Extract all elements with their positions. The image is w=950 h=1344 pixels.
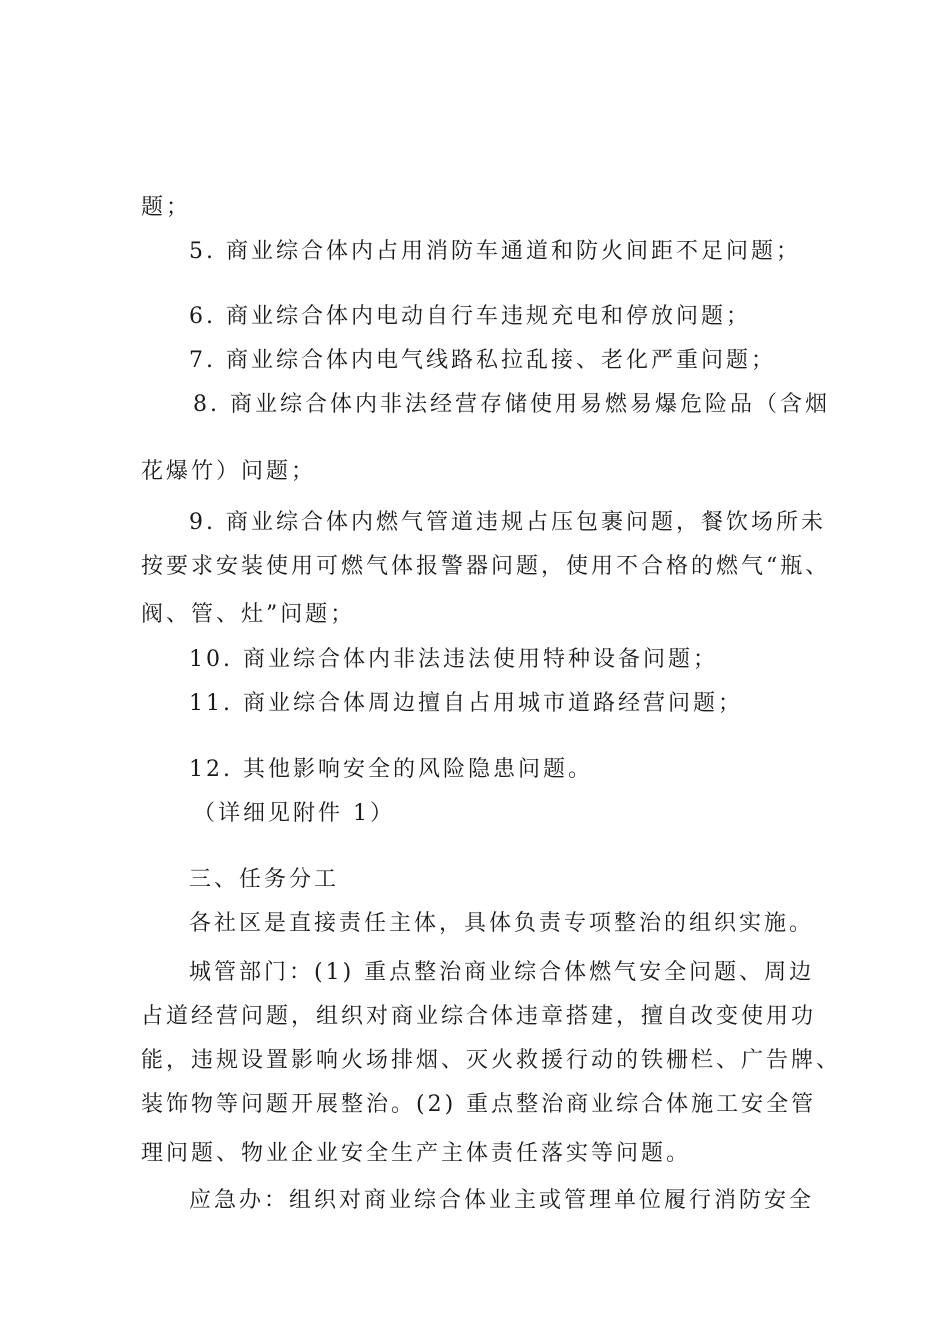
paragraph-line: 城管部门：(1) 重点整治商业综合体燃气安全问题、周边 [189, 960, 815, 985]
paragraph-line: 能，违规设置影响火场排烟、灭火救援行动的铁栅栏、广告牌、 [141, 1048, 842, 1073]
paragraph-line: 占道经营问题，组织对商业综合体违章搭建，擅自改变使用功 [141, 1004, 817, 1029]
list-item-6: 6. 商业综合体内电动自行车违规充电和停放问题； [189, 304, 751, 329]
text-line: 按要求安装使用可燃气体报警器问题，使用不合格的燃气“瓶、 [141, 554, 831, 579]
text-line: 阀、管、灶”问题； [141, 602, 356, 627]
text-line: 花爆竹）问题； [141, 459, 317, 484]
paragraph-line: 应急办：组织对商业综合体业主或管理单位履行消防安全 [189, 1188, 815, 1213]
paragraph-line: 理问题、物业企业安全生产主体责任落实等问题。 [141, 1141, 692, 1166]
attachment-note: （详细见附件 1） [193, 801, 395, 826]
list-item-9: 9. 商业综合体内燃气管道违规占压包裹问题，餐饮场所未 [189, 510, 826, 535]
paragraph-line: 各社区是直接责任主体，具体负责专项整治的组织实施。 [189, 911, 815, 936]
list-item-7: 7. 商业综合体内电气线路私拉乱接、老化严重问题； [189, 348, 776, 373]
list-item-10: 10. 商业综合体内非法违法使用特种设备问题； [189, 647, 718, 672]
list-item-11: 11. 商业综合体周边擅自占用城市道路经营问题； [189, 691, 743, 716]
list-item-8: 8. 商业综合体内非法经营存储使用易燃易爆危险品（含烟 [193, 392, 830, 417]
paragraph-line: 装饰物等问题开展整治。(2) 重点整治商业综合体施工安全管 [141, 1092, 817, 1117]
text-line: 题； [141, 195, 192, 220]
section-heading: 三、任务分工 [189, 867, 340, 892]
list-item-5: 5. 商业综合体内占用消防车通道和防火间距不足问题； [189, 239, 801, 264]
list-item-12: 12. 其他影响安全的风险隐患问题。 [189, 757, 593, 782]
